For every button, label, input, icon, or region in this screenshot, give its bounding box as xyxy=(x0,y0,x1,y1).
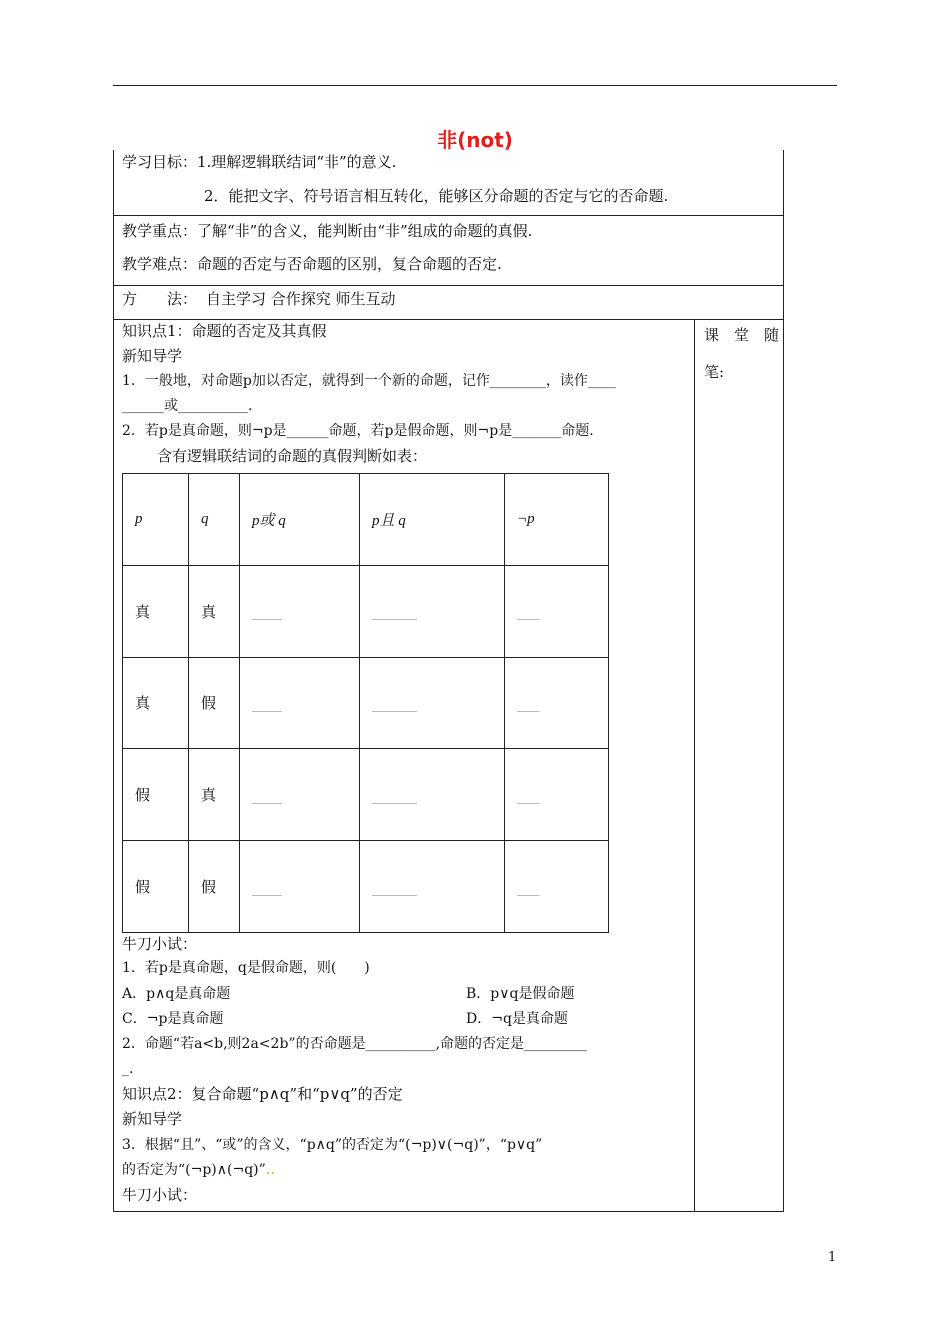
cell-p: 真 xyxy=(123,565,189,657)
cell-blank: ___ xyxy=(505,565,609,657)
cell-q: 真 xyxy=(189,749,240,841)
kp2-title: 知识点2：复合命题“p∧q”和“p∨q”的否定 xyxy=(122,1085,403,1103)
learning-goals-1: 学习目标：1.理解逻辑联结词“非”的意义. xyxy=(122,153,397,171)
practice-heading-2: 牛刀小试： xyxy=(122,1186,198,1204)
header-p-and-q: p且 q xyxy=(360,474,505,566)
top-rule xyxy=(113,85,837,86)
item3-line1: 3．根据“且”、“或”的含义，“p∧q”的否定为“(¬p)∨(¬q)”，“p∨q” xyxy=(122,1137,543,1153)
header-q: q xyxy=(189,474,240,566)
learning-goals-2: 2．能把文字、符号语言相互转化，能够区分命题的否定与它的否命题. xyxy=(204,187,669,205)
option-b: B．p∨q是假命题 xyxy=(466,986,575,1002)
truth-table-header-row xyxy=(123,474,609,566)
table-row xyxy=(123,565,609,657)
header-not-p: ¬p xyxy=(505,474,609,566)
cell-p: 真 xyxy=(123,657,189,749)
key-point: 教学重点：了解“非”的含义，能判断由“非”组成的命题的真假. xyxy=(122,222,533,240)
option-a: A．p∧q是真命题 xyxy=(122,986,231,1002)
cell-blank: ______ xyxy=(360,565,505,657)
frame-right xyxy=(783,150,784,1212)
cell-blank: ____ xyxy=(240,657,360,749)
side-column-divider xyxy=(694,319,695,1212)
header-p: p xyxy=(123,474,189,566)
table-row xyxy=(123,657,609,749)
truth-table xyxy=(122,473,609,933)
cell-blank: ___ xyxy=(505,657,609,749)
cell-q: 假 xyxy=(189,657,240,749)
new-learn-heading-1: 新知导学 xyxy=(122,347,183,365)
cell-blank: ______ xyxy=(360,749,505,841)
cell-blank: ___ xyxy=(505,841,609,933)
cell-blank: ____ xyxy=(240,841,360,933)
item3-line2 xyxy=(122,1160,275,1180)
option-d: D．¬q是真命题 xyxy=(466,1011,568,1027)
cell-blank: ____ xyxy=(240,565,360,657)
method-label: 方 法： xyxy=(122,290,198,308)
table-row xyxy=(123,841,609,933)
table-intro: 含有逻辑联结词的命题的真假判断如表： xyxy=(157,447,428,465)
question-2-line1: 2．命题“若a<b,则2a<2b”的否命题是__________,命题的否定是_________ xyxy=(122,1036,588,1052)
new-learn-heading-2: 新知导学 xyxy=(122,1110,183,1128)
cell-p: 假 xyxy=(123,841,189,933)
page-number: 1 xyxy=(828,1250,837,1265)
header-p-or-q: p或 q xyxy=(240,474,360,566)
frame-bottom xyxy=(113,1211,784,1212)
cell-q: 假 xyxy=(189,841,240,933)
cell-blank: ___ xyxy=(505,749,609,841)
row-divider-1 xyxy=(113,215,784,216)
cell-q: 真 xyxy=(189,565,240,657)
difficulty: 教学难点：命题的否定与否命题的区别，复合命题的否定. xyxy=(122,255,502,273)
item1-line1: 1．一般地，对命题p加以否定，就得到一个新的命题，记作________，读作____ xyxy=(122,373,616,389)
item1-line2: ______或__________. xyxy=(122,398,253,414)
side-note-line2: 笔: xyxy=(704,363,725,381)
item2: 2．若p是真命题，则¬p是______命题，若p是假命题，则¬p是_______命题. xyxy=(122,423,594,439)
row-divider-3 xyxy=(113,319,784,320)
cell-blank: ______ xyxy=(360,657,505,749)
side-note-line1: 课 堂 随 xyxy=(704,326,780,344)
cell-p: 假 xyxy=(123,749,189,841)
item3-line2-text: 的否定为“(¬p)∧(¬q)” xyxy=(122,1162,266,1178)
frame-left xyxy=(113,150,114,1212)
cell-blank: ____ xyxy=(240,749,360,841)
question-2-line2: _. xyxy=(122,1061,134,1077)
method-value: 自主学习 合作探究 师生互动 xyxy=(206,290,396,308)
question-1: 1．若p是真命题，q是假命题，则( ) xyxy=(122,960,370,976)
cell-blank: ______ xyxy=(360,841,505,933)
option-c: C．¬p是真命题 xyxy=(122,1011,224,1027)
table-row xyxy=(123,749,609,841)
row-divider-2 xyxy=(113,285,784,286)
kp1-title: 知识点1：命题的否定及其真假 xyxy=(122,322,327,340)
page-title: 非(not) xyxy=(437,128,513,152)
practice-heading-1: 牛刀小试： xyxy=(122,935,198,953)
item3-dot: .. xyxy=(265,1162,275,1178)
